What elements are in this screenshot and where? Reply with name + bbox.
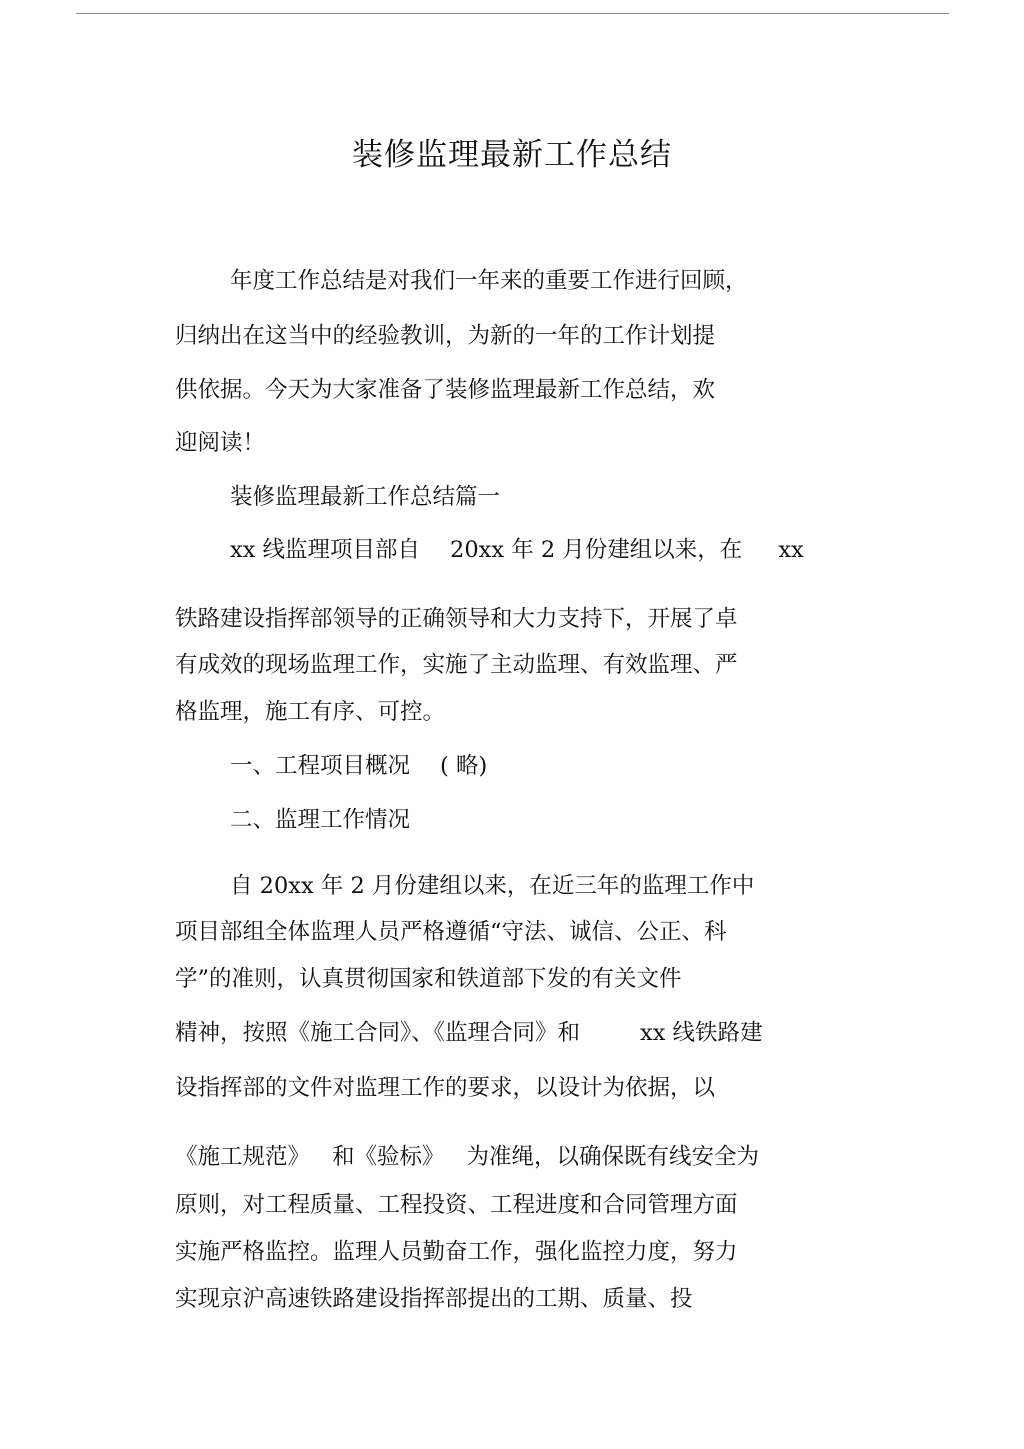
intro-line-3: 供依据。今天为大家准备了装修监理最新工作总结，欢 <box>175 377 716 403</box>
p2-l6-fragment-b: 和《验标》 <box>332 1144 445 1170</box>
p2-l4-fragment-a: 精神，按照《施工合同》、《监理合同》和 <box>175 1020 581 1046</box>
paragraph-2-line-9: 实现京沪高速铁路建设指挥部提出的工期、质量、投 <box>175 1286 693 1312</box>
paragraph-2-line-8: 实施严格监控。监理人员勤奋工作，强化监控力度，努力 <box>175 1239 738 1265</box>
p2-l6-fragment-c: 为准绳，以确保既有线安全为 <box>466 1144 760 1170</box>
paragraph-2-line-5: 设指挥部的文件对监理工作的要求，以设计为依据，以 <box>175 1075 716 1101</box>
p2-l6-fragment-a: 《施工规范》 <box>175 1144 311 1170</box>
heading-supervision-work: 二、监理工作情况 <box>230 807 411 833</box>
section-title: 装修监理最新工作总结篇一 <box>230 484 501 510</box>
p1-fragment-b: 20xx 年 2 月份建组以来，在 <box>450 537 743 563</box>
p2-l4-fragment-b: xx 线铁路建 <box>640 1020 763 1046</box>
paragraph-2-line-1: 自 20xx 年 2 月份建组以来，在近三年的监理工作中 <box>230 873 755 899</box>
paragraph-2-line-4 <box>175 1017 763 1049</box>
paragraph-1-line-4: 格监理，施工有序、可控。 <box>175 699 446 725</box>
paragraph-2-line-3: 学”的准则，认真贯彻国家和铁道部下发的有关文件 <box>175 966 682 992</box>
intro-line-1: 年度工作总结是对我们一年来的重要工作进行回顾， <box>230 268 748 294</box>
paragraph-2-line-2: 项目部组全体监理人员严格遵循“守法、诚信、公正、科 <box>175 919 727 945</box>
heading-project-overview <box>230 750 487 782</box>
paragraph-1-line-2: 铁路建设指挥部领导的正确领导和大力支持下，开展了卓 <box>175 606 738 632</box>
p1-fragment-c: xx <box>778 537 804 563</box>
intro-line-4: 迎阅读！ <box>175 430 266 456</box>
p1-fragment-a: xx 线监理项目部自 <box>230 537 421 563</box>
paragraph-2-line-7: 原则，对工程质量、工程投资、工程进度和合同管理方面 <box>175 1192 738 1218</box>
paragraph-1-line-3: 有成效的现场监理工作，实施了主动监理、有效监理、严 <box>175 652 738 678</box>
header-rule <box>76 13 949 14</box>
heading-1-note: ( 略) <box>440 753 488 779</box>
heading-1-text: 一、工程项目概况 <box>230 753 411 779</box>
intro-line-2: 归纳出在这当中的经验教训，为新的一年的工作计划提 <box>175 323 716 349</box>
paragraph-2-line-6 <box>175 1141 759 1173</box>
paragraph-1-line-1 <box>230 534 804 566</box>
document-title: 装修监理最新工作总结 <box>352 137 672 173</box>
